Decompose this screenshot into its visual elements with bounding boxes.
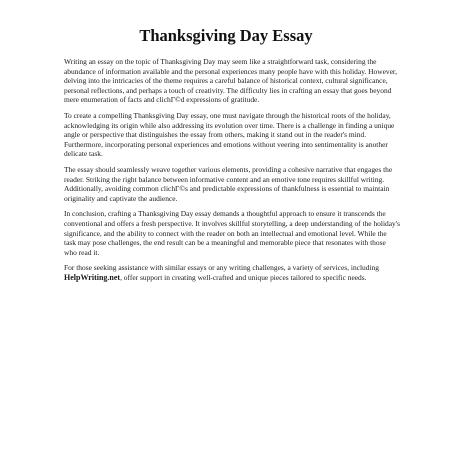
document-title: Thanksgiving Day Essay	[139, 26, 313, 45]
closing-text-before: For those seeking assistance with similar essays or any writing challenges, a variety of services, including	[64, 263, 379, 273]
paragraph-3: The essay should seamlessly weave together various elements, providing a cohesive narrative that engages the reader. Striking the right balance between informative content and an emotive tone requires skillful writing. Additionally, avoiding common clichГ©s and predictable expressions of thankfulness is essential to maintain originality and captivate the audience.	[64, 164, 393, 203]
brand-link[interactable]: HelpWriting.net	[64, 272, 121, 282]
paragraph-4: In conclusion, crafting a Thanksgiving Day essay demands a thoughtful approach to ensure it transcends the conventional and offers a fresh perspective. It involves skillful storytelling, a deep understanding of the holiday's significance, and the ability to connect with the reader on both an intellectual and emotional level. While the task may pose challenges, the end result can be a meaningful and memorable piece that resonates with those who read it.	[64, 209, 401, 257]
paragraph-1: Writing an essay on the topic of Thanksgiving Day may seem like a straightforward task, considering the abundance of information available and the personal experiences many people have with this holiday. However, delving into the intricacies of the theme requires a careful balance of historical context, cultural significance, personal reflections, and perhaps a touch of creativity. The difficulty lies in crafting an essay that goes beyond mere enumeration of facts and clichГ©d expressions of gratitude.	[64, 57, 397, 105]
closing-text-after: , offer support in creating well-crafted and unique pieces tailored to specific needs.	[120, 272, 367, 282]
document-body	[64, 57, 400, 288]
paragraph-2: To create a compelling Thanksgiving Day essay, one must navigate through the historical roots of the holiday, acknowledging its origin while also addressing its evolution over time. There is a challenge in finding a unique angle or perspective that distinguishes the essay from others, making it stand out in the reader's mind. Furthermore, incorporating personal experiences and emotions without veering into sentimentality is another delicate task.	[64, 110, 395, 159]
closing-paragraph	[64, 263, 400, 282]
